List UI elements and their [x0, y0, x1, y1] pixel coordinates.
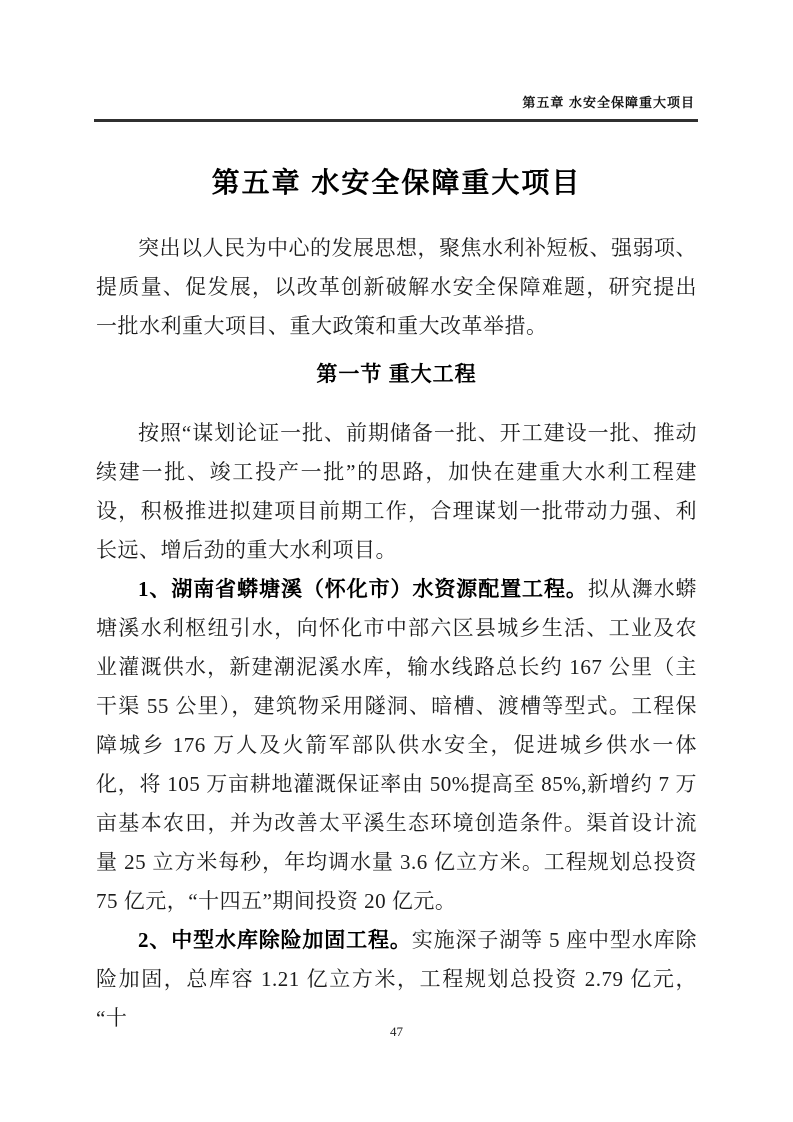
- paragraph-item-2: [96, 921, 697, 1038]
- item-2-body: 实施深子湖等 5 座中型水库除险加固，总库容 1.21 亿立方米，工程规划总投资 2.79 亿元，“十: [96, 928, 697, 1030]
- page-number: 47: [390, 1024, 403, 1039]
- chapter-title: 第五章 水安全保障重大项目: [211, 167, 582, 198]
- running-header: 第五章 水安全保障重大项目: [522, 95, 695, 110]
- paragraph-section-intro: 按照“谋划论证一批、前期储备一批、开工建设一批、推动续建一批、竣工投产一批”的思路，加快在建重大水利工程建设，积极推进拟建项目前期工作，合理谋划一批带动力强、利长远、增后劲的重大水利项目。: [96, 421, 697, 562]
- paragraph-item-1: [96, 570, 697, 921]
- item-1-body: 拟从㵲水蟒塘溪水利枢纽引水，向怀化市中部六区县城乡生活、工业及农业灌溉供水，新建潮泥溪水库，输水线路总长约 167 公里（主干渠 55 公里），建筑物采用隧洞、暗槽、渡槽等型式。工程保障城乡 176 万人及火箭军部队供水安全，促进城乡供水一体化，将 105 万亩耕地灌溉保证率由 50%提高至 85%,新增约 7 万亩基本农田，并为改善太平溪生态环境创造条件。渠首设计流量 25 立方米每秒，年均调水量 3.6 亿立方米。工程规划总投资 75 亿元，“十四五”期间投资 20 亿元。: [96, 577, 698, 913]
- document-content: [96, 121, 697, 1038]
- item-2-lead: 2、中型水库除险加固工程。: [138, 928, 412, 952]
- section-heading: 第一节 重大工程: [316, 362, 477, 386]
- paragraph-chapter-intro: 突出以人民为中心的发展思想，聚焦水利补短板、强弱项、提质量、促发展，以改革创新破解水安全保障难题，研究提出一批水利重大项目、重大政策和重大改革举措。: [96, 236, 697, 338]
- item-1-lead: 1、湖南省蟒塘溪（怀化市）水资源配置工程。: [138, 577, 588, 601]
